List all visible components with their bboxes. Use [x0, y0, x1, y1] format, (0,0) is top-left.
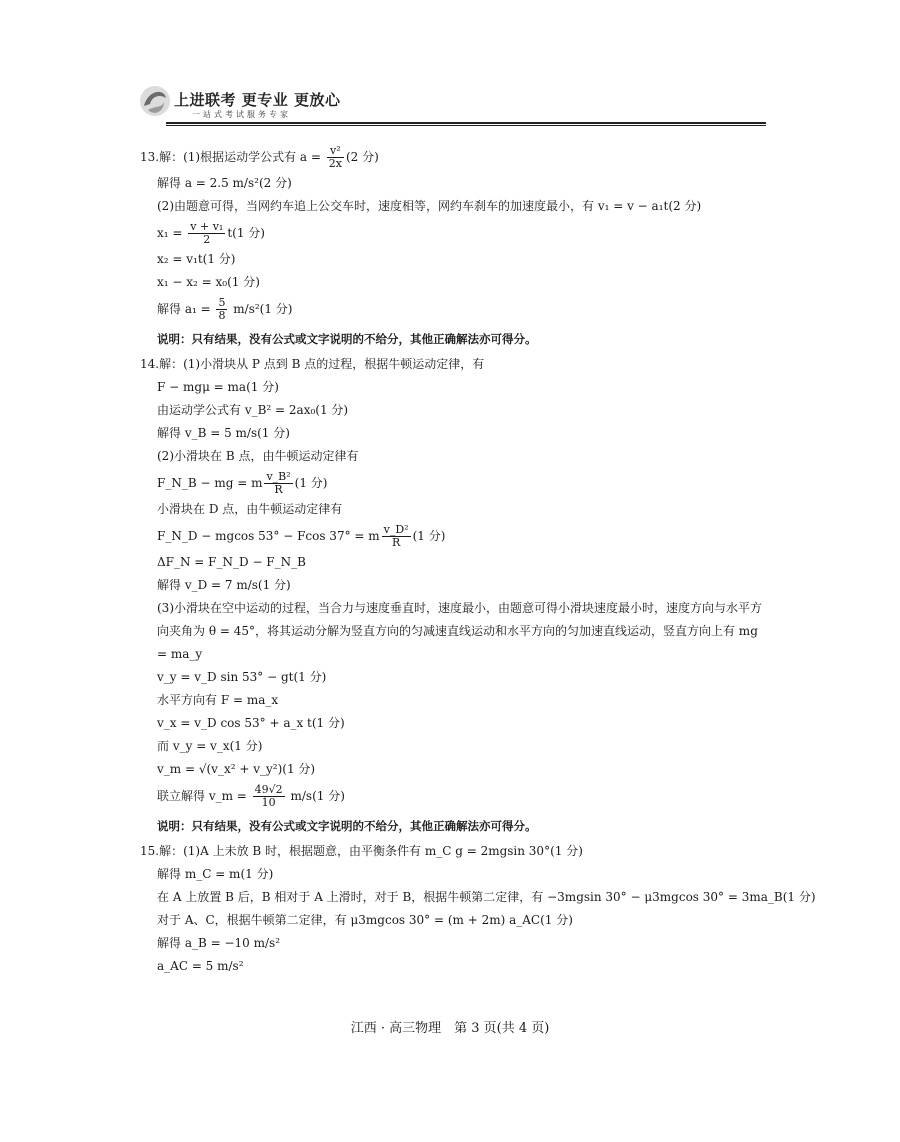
q13-line: 13.解：(1)根据运动学公式有 a = $\frac{\text{v²}}{2x}$ (2 分) [140, 144, 379, 170]
answer-line: 对于 A、C，根据牛顿第二定律，有 μ3mgcos 30° = (m + 2m) a_AC(1 分) [157, 913, 573, 927]
fraction: $\frac{\text{v + v₁}}{2}$ [190, 220, 224, 246]
answer-paragraph: (3)小滑块在空中运动的过程，当合力与速度垂直时，速度最小，由题意可得小滑块速度最小时，速度方向与水平方向夹角为 θ = 45°，将其运动分解为竖直方向的匀减速直线运动和水平方向的匀加速直线运动，竖直方向上有 mg = ma_y [157, 601, 763, 661]
scoring-note: 说明：只有结果，没有公式或文字说明的不给分，其他正确解法亦可得分。 [157, 819, 537, 833]
fraction: $\frac{49√2}{10}$ [254, 783, 283, 809]
fraction: $\frac{\text{v²}}{2x}$ [328, 144, 342, 170]
page-footer: 江西 · 高三物理 第 3 页(共 4 页) [350, 1021, 550, 1036]
answer-line: (2)由题意可得，当网约车追上公交车时，速度相等，网约车刹车的加速度最小，有 v₁ = v − a₁t(2 分) [157, 199, 702, 213]
header-rule-thin [166, 125, 766, 126]
answer-line: a_AC = 5 m/s² [157, 959, 244, 973]
answer-line: v_x = v_D cos 53° + a_x t(1 分) [157, 716, 345, 730]
answer-line: x₁ − x₂ = x₀(1 分) [157, 275, 260, 289]
fraction: $\frac{5}{8}$ [218, 296, 226, 322]
answer-line: 解得 v_D = 7 m/s(1 分) [157, 578, 291, 592]
fraction: $\frac{\text{v\_B²}}{R}$ [266, 470, 291, 496]
answer-line: 解得 v_B = 5 m/s(1 分) [157, 426, 290, 440]
answer-line: 小滑块在 D 点，由牛顿运动定律有 [157, 502, 343, 516]
answer-line: 在 A 上放置 B 后，B 相对于 A 上滑时，对于 B，根据牛顿第二定律，有 −3mgsin 30° − μ3mgcos 30° = 3ma_B(1 分) [157, 890, 816, 904]
logo-icon [138, 84, 172, 118]
answer-line: x₂ = v₁t(1 分) [157, 252, 236, 266]
brand-tagline: 一站式考试服务专家 [192, 110, 291, 119]
answer-content [140, 142, 816, 978]
page-header [138, 84, 766, 128]
answer-line: 解得 m_C = m(1 分) [157, 867, 274, 881]
answer-line: v_y = v_D sin 53° − gt(1 分) [157, 670, 327, 684]
brand-name: 上进联考 更专业 更放心 [174, 91, 341, 109]
q14-line: 14.解：(1)小滑块从 P 点到 B 点的过程，根据牛顿运动定律，有 [140, 357, 485, 371]
fraction: $\frac{\text{v\_D²}}{R}$ [383, 523, 409, 549]
answer-line: F_N_D − mgcos 53° − Fcos 37° = m $\frac{\text{v\_D²}}{R}$ (1 分) [157, 523, 446, 549]
answer-line: F_N_B − mg = m $\frac{\text{v\_B²}}{R}$ (1 分) [157, 470, 328, 496]
answer-line: F − mgμ = ma(1 分) [157, 380, 279, 394]
answer-line: 水平方向有 F = ma_x [157, 693, 279, 707]
answer-line: 联立解得 v_m = $\frac{49√2}{10}$ m/s(1 分) [157, 783, 345, 809]
answer-line: ΔF_N = F_N_D − F_N_B [157, 555, 306, 569]
answer-line: v_m = √(v_x² + v_y²)(1 分) [157, 762, 316, 776]
header-rule [166, 122, 766, 124]
answer-line: (2)小滑块在 B 点，由牛顿运动定律有 [157, 449, 359, 463]
answer-line: 解得 a₁ = $\frac{5}{8}$ m/s²(1 分) [157, 296, 293, 322]
answer-line: 由运动学公式有 v_B² = 2ax₀(1 分) [157, 403, 349, 417]
answer-line: 解得 a_B = −10 m/s² [157, 936, 281, 950]
scoring-note: 说明：只有结果，没有公式或文字说明的不给分，其他正确解法亦可得分。 [157, 332, 537, 346]
answer-line: x₁ = $\frac{\text{v + v₁}}{2}$ t(1 分) [157, 220, 265, 246]
q15-line: 15.解：(1)A 上未放 B 时，根据题意，由平衡条件有 m_C g = 2mgsin 30°(1 分) [140, 844, 583, 858]
answer-line: 解得 a = 2.5 m/s²(2 分) [157, 176, 292, 190]
answer-line: 而 v_y = v_x(1 分) [157, 739, 263, 753]
